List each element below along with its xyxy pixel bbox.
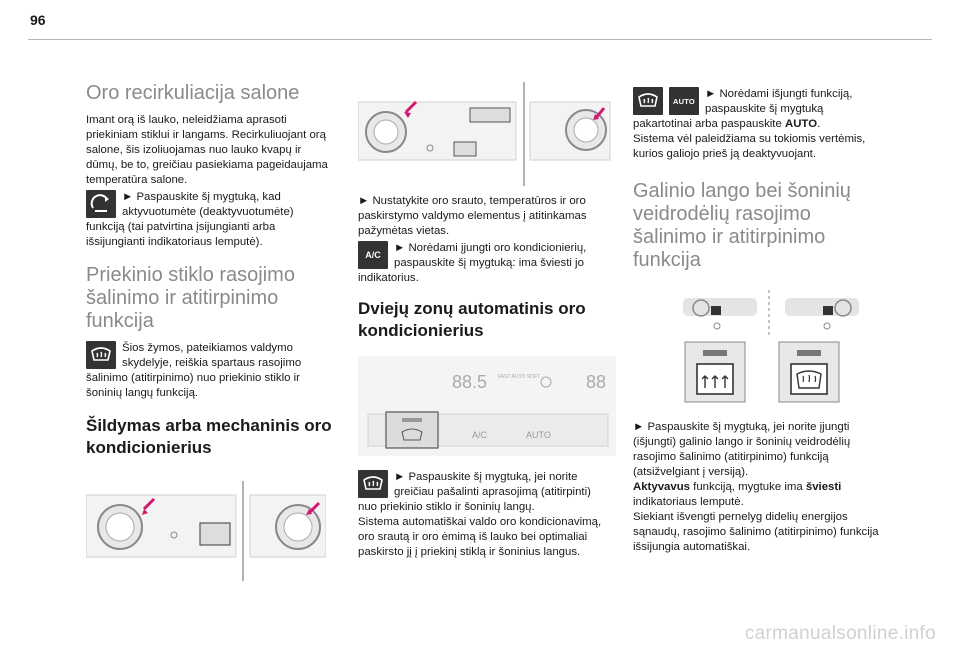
windscreen-demist-paragraph <box>86 341 334 401</box>
mechanical-ac-figure <box>86 481 326 585</box>
max-demist-text: ► Paspauskite šį mygtuką, jei norite greičiau pašalinti aprasojimą (atitirpinti) nuo priekinio stiklo ir šoninių langų. <box>358 471 591 513</box>
recirculation-instruction <box>86 190 334 250</box>
max-demist-instruction <box>358 470 606 515</box>
deactivate-text-auto: AUTO <box>784 118 818 130</box>
recirculation-icon <box>86 190 116 218</box>
rear-demist-active-text <box>633 480 881 510</box>
recirculation-instruction-text: ► Paspauskite šį mygtuką, kad aktyvuotumėte (deaktyvuotumėte) funkciją (tai patvirtina įsijungianti arba išsijungianti indikatoriaus lemputė). <box>86 191 294 248</box>
heading-windscreen-demist: Priekinio stiklo rasojimo šalinimo ir atitirpinimo funkcija <box>86 264 295 332</box>
panel-auto-label: AUTO <box>526 430 551 440</box>
heading-rear-demist: Galinio lango bei šoninių veidrodėlių rasojimo šalinimo ir atitirpinimo funkcija <box>633 180 851 271</box>
ac-instruction <box>358 241 606 286</box>
recirculation-text: Imant orą iš lauko, neleidžiama aprasoti priekiniam stiklui ir langams. Recirkuliuojant orą salone, šis izoliuojamas nuo lauko kvapų ir dūmų, be to, greičiau pasiekiama pageidaujama temperatūra salone. <box>86 114 328 186</box>
deactivate-instruction <box>633 87 881 132</box>
deactivate-text-a: ► Norėdami išjungti funkciją, paspauskite šį mygtuką pakartotinai arba paspauskite <box>633 88 853 130</box>
auto-system-text: Sistema automatiškai valdo oro kondicionavimą, oro srautą ir oro ėmimą iš lauko bei optimaliai paskirsto jį į priekinį stiklą ir šoninius langus. <box>358 516 602 558</box>
column-2 <box>358 82 606 560</box>
demist-off-icon <box>633 87 663 115</box>
auto-button-icon <box>669 87 699 115</box>
heading-mechanical-ac: Šildymas arba mechaninis oro kondicionierius <box>86 416 332 457</box>
heading-recirculation: Oro recirkuliacija salone <box>86 82 300 104</box>
panel-display-right: 88 <box>586 372 607 392</box>
rear-demist-instruction-text: ► Paspauskite šį mygtuką, jei norite įjungti (išjungti) galinio lango ir šoninių veidrodėlių rasojimo šalinimo (atitirpinimo) funkciją (atsižvelgiant į versiją). <box>633 421 851 478</box>
mechanical-ac-settings-figure <box>358 82 618 186</box>
ac-icon-label: A/C <box>365 250 381 260</box>
restart-text: Sistema vėl paleidžiama su tokiomis vertėmis, kurios galiojo prieš ją deaktyvuojant. <box>633 133 866 160</box>
heading-dual-zone: Dviejų zonų automatinis oro kondicionierius <box>358 299 586 340</box>
rear-demist-active-b: funkciją, mygtuke ima <box>690 481 806 493</box>
rear-demist-active-c: šviesti <box>805 481 842 493</box>
column-3 <box>633 82 881 555</box>
rear-demist-active-a: Aktyvavus <box>633 481 690 493</box>
column-1 <box>86 82 334 585</box>
page-number: 96 <box>30 12 46 28</box>
rear-demist-active-d: indikatoriaus lemputė. <box>633 496 744 508</box>
windscreen-demist-icon <box>86 341 116 369</box>
ac-instruction-text: ► Norėdami įjungti oro kondicionierių, paspauskite šį mygtuką: ima šviesti jo indikatorius. <box>358 242 587 284</box>
windscreen-demist-text: Šios žymos, pateikiamos valdymo skydelyje, reiškia spartaus rasojimo šalinimo (atitirpinimo) nuo priekinio stiklo ir šoninių langų funkciją. <box>86 342 302 399</box>
max-demist-icon <box>358 470 388 498</box>
watermark: carmanualsonline.info <box>744 623 936 644</box>
panel-display-left: 88.5 <box>452 372 488 392</box>
panel-ac-label: A/C <box>472 430 488 440</box>
ac-button-icon <box>358 241 388 269</box>
panel-auto-soft: FAST AUTO SOFT <box>498 374 541 380</box>
auto-icon-label: AUTO <box>673 96 695 106</box>
deactivate-text-c: . <box>817 118 821 130</box>
rear-demist-auto-off-text: Siekiant išvengti pernelyg didelių energijos sąnaudų, rasojimo šalinimo (atitirpinimo) funkcija išsijungia automatiškai. <box>633 511 879 553</box>
top-rule <box>28 39 932 40</box>
rear-demist-buttons-figure <box>683 340 883 412</box>
settings-instruction-text: ► Nustatykite oro srauto, temperatūros ir oro paskirstymo valdymo elementus į atitinkamas pažymėtas vietas. <box>358 195 587 237</box>
dual-zone-panel-figure <box>358 356 616 456</box>
